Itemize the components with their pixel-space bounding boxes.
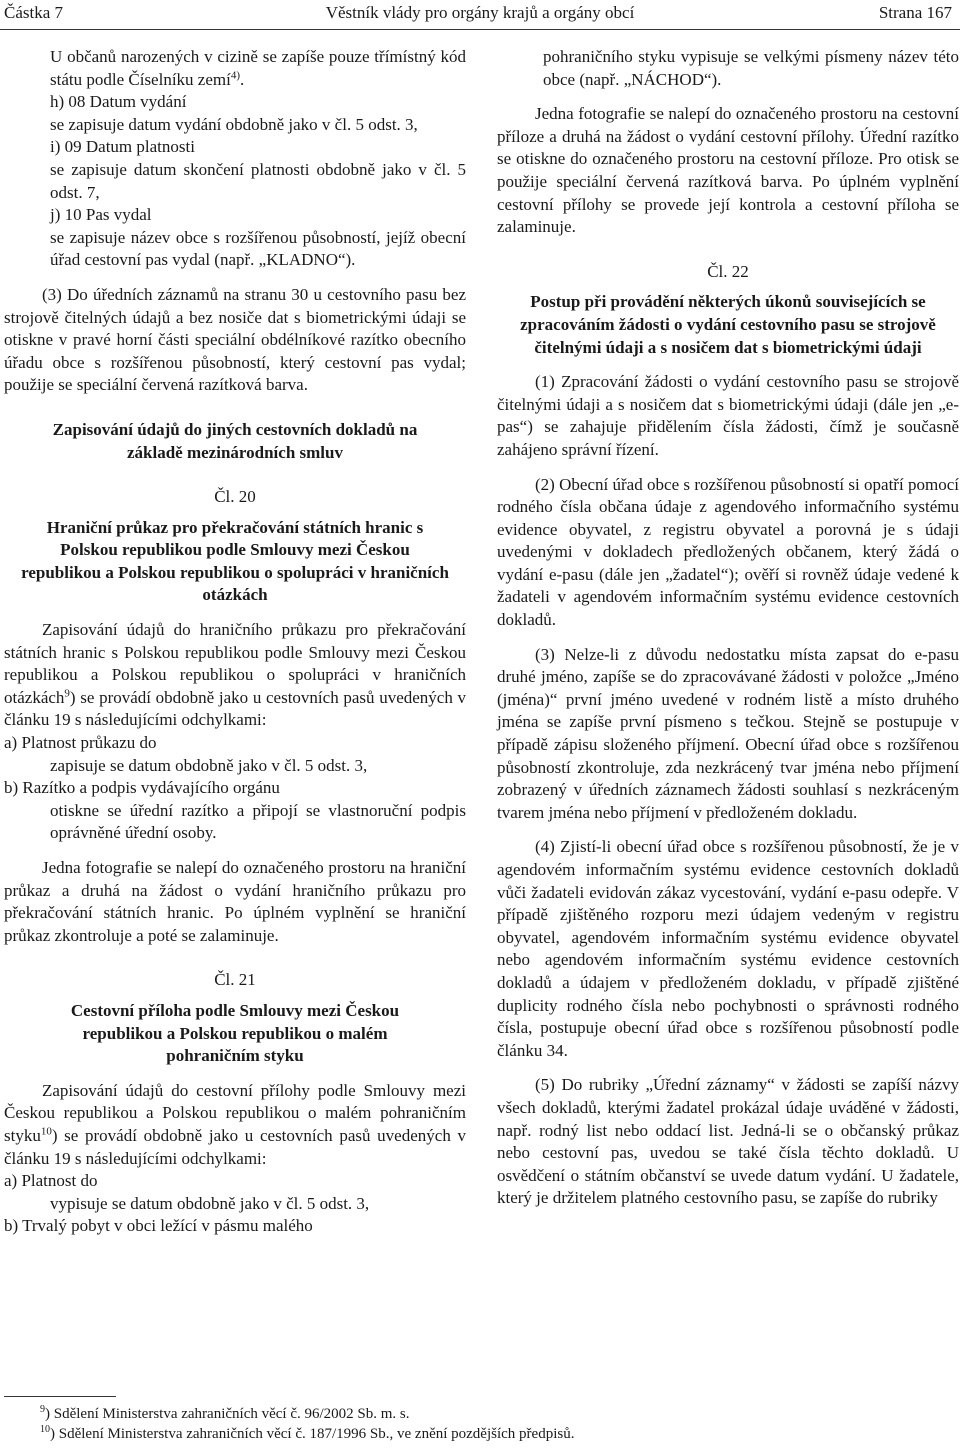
photo-paragraph: Jedna fotografie se nalepí do označeného prostoru na cestovní příloze a druhá na žádost o vydání cestovní přílohy. Úřední razítko se otiskne do označeného prostoru na cestovní příloze. Pro otisk se použije speciální červená razítková barva. Po úplném vyplnění cestovní přílohy se provede její kontrola a cestovní příloha se zalaminuje. <box>497 104 959 237</box>
paragraph-3: (3) Do úředních záznamů na stranu 30 u cestovního pasu bez strojově čitelných údajů a bez nosiče dat s biometrickými údaji se otiskne v pravé horní části speciální obdélníkové razítko obecního úřadu obce s rozšířenou působností, který cestovní pas vydal; použije se speciální červená razítková barva. <box>4 284 466 395</box>
footnote-9: $^9$) Sdělení Ministerstva zahraničních věcí č. 96/2002 Sb. m. s. <box>40 1404 410 1422</box>
article-20-paragraph-2: Jedna fotografie se nalepí do označeného prostoru na hraniční průkaz a druhá na žádost o vydání hraničního průkazu pro překračování státních hranic. Po úplném vyplnění se hraniční průkaz zkontroluje a poté se zalaminuje. <box>4 858 466 945</box>
footnote-ref: 10 <box>40 1125 52 1138</box>
left-column <box>4 46 466 1238</box>
article-21-title: Cestovní příloha podle Smlouvy mezi Českou republikou a Polskou republikou o malém pohraničním styku <box>70 1000 400 1066</box>
item-j-title: j) 10 Pas vydal <box>50 205 152 225</box>
section-heading: Zapisování údajů do jiných cestovních dokladů na základě mezinárodních smluv <box>52 419 418 462</box>
journal-title: Věstník vlády pro orgány krajů a orgány obcí <box>325 3 635 22</box>
item-b-text: otiskne se úřední razítko a připojí se vlastnoruční podpis oprávněné úřední osoby. <box>50 800 466 843</box>
item-i-title: i) 09 Datum platnosti <box>50 137 195 157</box>
footnote-rule <box>4 1396 116 1397</box>
article-22-paragraph-1: (1) Zpracování žádosti o vydání cestovního pasu se strojově čitelnými údaji a s nosičem dat s biometrickými údaji (dále jen „e-pas“) se zahajuje přidělením čísla žádosti, čímž je současně zahájeno správní řízení. <box>497 372 959 459</box>
article-21-number: Čl. 21 <box>214 970 256 990</box>
item-j-text: se zapisuje název obce s rozšířenou působností, jejíž obecní úřad cestovní pas vydal (např. „KLADNO“). <box>50 227 466 270</box>
article-20-number: Čl. 20 <box>214 487 256 507</box>
footnotes <box>40 1404 940 1444</box>
item-b2-text: b) Trvalý pobyt v obci ležící v pásmu malého <box>4 1216 313 1236</box>
item-b-title: b) Razítko a podpis vydávajícího orgánu <box>4 778 280 798</box>
item-h-title: h) 08 Datum vydání <box>50 92 187 112</box>
item-i-text: se zapisuje datum skončení platnosti obdobně jako v čl. 5 odst. 7, <box>50 159 466 202</box>
footnote-ref: 4) <box>230 68 241 81</box>
article-21-paragraph-1: Zapisování údajů do cestovní přílohy podle Smlouvy mezi Českou republikou a Polskou republikou o malém pohraničním styku$^{10}$) se provádí obdobně jako u cestovních pasů uvedených v článku 19 s následujícími odchylkami: <box>4 1080 466 1168</box>
issue-number: Částka 7 <box>4 3 64 22</box>
item-a2-title: a) Platnost do <box>4 1171 98 1191</box>
item-a-title: a) Platnost průkazu do <box>4 733 157 753</box>
page-number: Strana 167 <box>878 3 952 22</box>
footnote-10: $^{10}$) Sdělení Ministerstva zahraničních věcí č. 187/1996 Sb., ve znění pozdějších předpisů. <box>40 1424 575 1442</box>
header-rule <box>0 29 960 30</box>
item-h-text: se zapisuje datum vydání obdobně jako v čl. 5 odst. 3, <box>50 114 418 134</box>
right-column <box>497 46 959 1210</box>
article-22-title: Postup při provádění některých úkonů souvisejících se zpracováním žádosti o vydání cestovního pasu se strojově čitelnými údaji a s nosičem dat s biometrickými údaji <box>520 292 936 357</box>
page-header <box>0 0 960 30</box>
footnote-ref: 9 <box>64 687 70 700</box>
article-22-number: Čl. 22 <box>707 261 749 281</box>
article-22-paragraph-4: (4) Zjistí-li obecní úřad obce s rozšířenou působností, že je v agendovém informačním systému evidence cestovních dokladů vůči žadateli evidován zákaz vycestování, vydání e-pasu odepře. V případě zjištěného rozporu mezi údajem vedeným v registru obyvatel, agendovém informačním systému evidence obyvatel nebo agendovém informačním systému evidence cestovních dokladů a údajem v předloženém dokladu, v případě zjištěné duplicity rodného čísla nebo pochybnosti o správnosti rodného čísla, postupuje obecní úřad obce s rozšířenou působností podle článku 34. <box>497 837 959 1060</box>
article-22-paragraph-3: (3) Nelze-li z důvodu nedostatku místa zapsat do e-pasu druhé jméno, zapíše se do zpracovávané žádosti v položce „Jméno (jména)“ první jméno uvedené v rodném listě a místo druhého jména se zapíše první písmeno s tečkou. Stejně se postupuje v případě zápisu složeného příjmení. Obecní úřad obce s rozšířenou působností zkontroluje, zda nezkrácený tvar jména nebo příjmení zobrazený v úředních záznamech žádosti souhlasí s nezkráceným tvarem jména nebo příjmení v předloženém dokladu. <box>497 644 959 822</box>
article-22-paragraph-2: (2) Obecní úřad obce s rozšířenou působností si opatří pomocí rodného čísla občana údaje z agendového informačního systému evidence obyvatel, z registru obyvatel a porovná je s údaji uvedenými v dokladech předložených občanem, který žádá o vydání e-pasu (dále jen „žadatel“); ověří si rovněž údaje vedené k žadateli v agendovém informačním systému evidence cestovních dokladů. <box>497 474 959 630</box>
article-20-paragraph-1: Zapisování údajů do hraničního průkazu pro překračování státních hranic s Polskou republikou podle Smlouvy mezi Českou republikou a Polskou republikou o spolupráci v hraničních otázkách$^9$) se provádí obdobně jako u cestovních pasů uvedených v článku 19 s následujícími odchylkami: <box>4 620 466 730</box>
article-22-paragraph-5: (5) Do rubriky „Úřední záznamy“ v žádosti se zapíší názvy všech dokladů, kterými žadatel prokázal údaje uváděné v žádosti, např. rodný list nebo oddací list. Jedná-li se o občanský průkaz nebo cestovní pas, uvedou se také čísla těchto dokladů. U osvědčení o státním občanství se uvede datum vydání. U žadatele, který je držitelem platného cestovního pasu, se zapíše do rubriky <box>497 1075 959 1208</box>
continuation-paragraph: pohraničního styku vypisuje se velkými písmeny název této obce (např. „NÁCHOD“). <box>543 47 959 89</box>
article-20-title: Hraniční průkaz pro překračování státních hranic s Polskou republikou podle Smlouvy mezi Českou republikou a Polskou republikou o spolupráci v hraničních otázkách <box>21 517 449 605</box>
item-a-text: zapisuje se datum obdobně jako v čl. 5 odst. 3, <box>50 755 368 775</box>
origin-country-paragraph: U občanů narozených v cizině se zapíše pouze třímístný kód státu podle Číselníku zemí$^{4)}$. <box>50 47 466 89</box>
item-a2-text: vypisuje se datum obdobně jako v čl. 5 odst. 3, <box>50 1193 370 1213</box>
